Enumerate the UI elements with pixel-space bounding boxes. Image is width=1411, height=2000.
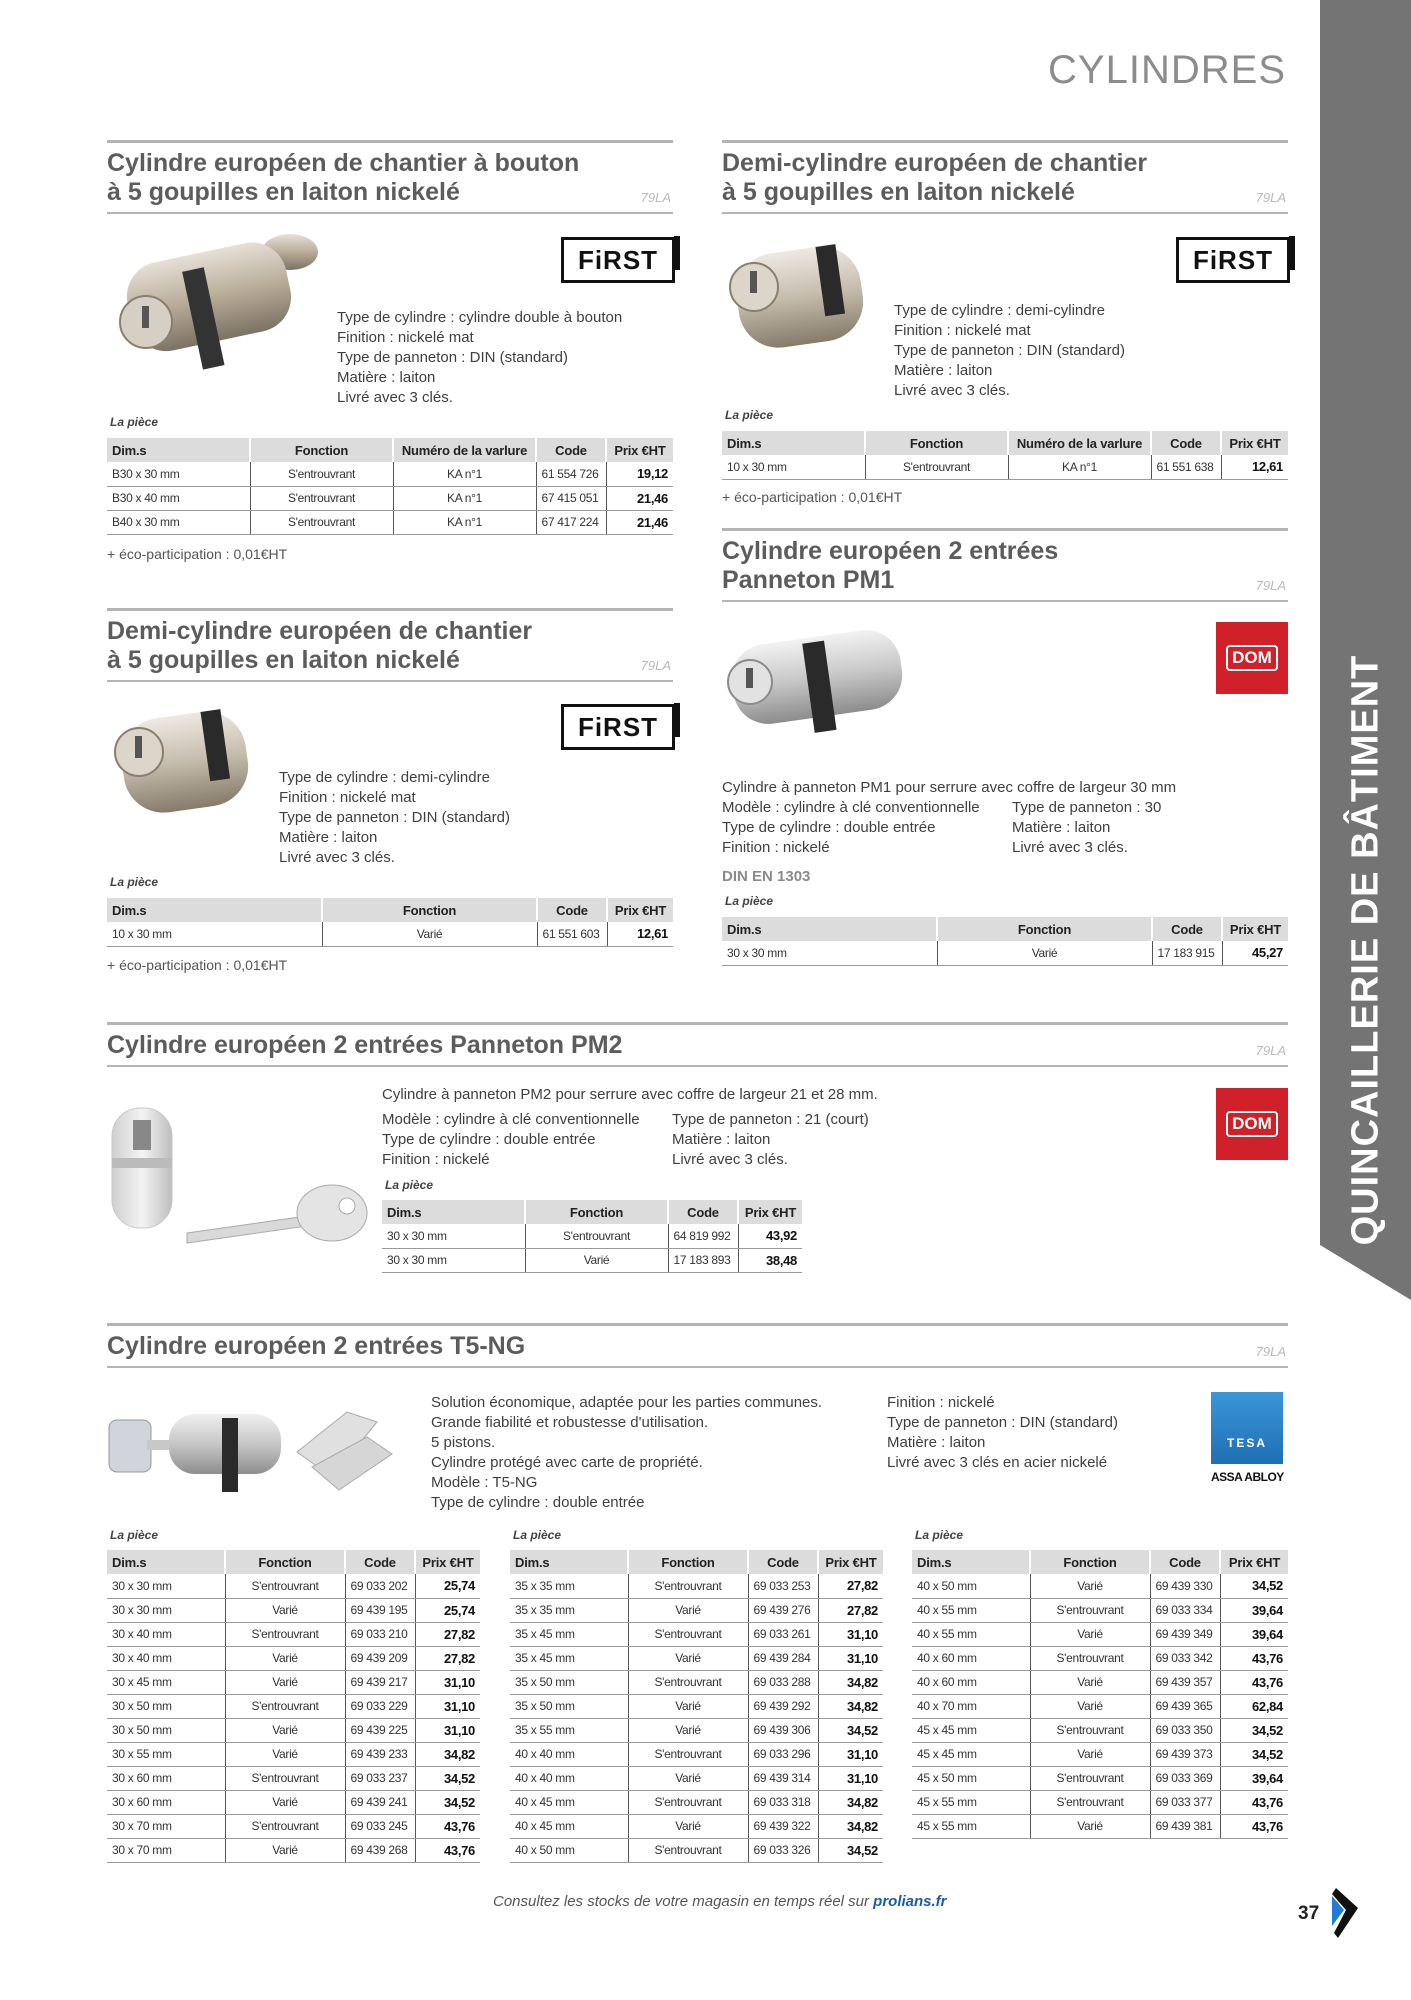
cell-price: 31,10 xyxy=(415,1694,480,1718)
table-row: 30 x 30 mm Varié 17 183 915 45,27 xyxy=(722,941,1288,965)
table-row: B30 x 40 mm S'entrouvrant KA n°1 67 415 051 21,46 xyxy=(107,486,673,510)
cell-dimension: 40 x 50 mm xyxy=(912,1574,1030,1598)
table-row xyxy=(510,1838,883,1862)
unit-label: La pièce xyxy=(385,1178,434,1192)
cell-price: 31,10 xyxy=(415,1670,480,1694)
col-header: Prix €HT xyxy=(606,438,673,462)
cell-price: 31,10 xyxy=(415,1718,480,1742)
chevron-right-icon xyxy=(1330,1888,1360,1943)
cell-code: 69 033 369 xyxy=(1150,1766,1220,1790)
col-header: Dim.s xyxy=(912,1550,1030,1574)
cell-dimension: 30 x 50 mm xyxy=(107,1694,225,1718)
cell-dimension: 35 x 45 mm xyxy=(510,1646,628,1670)
cell-price: 43,76 xyxy=(415,1814,480,1838)
cell-code: 69 033 253 xyxy=(748,1574,818,1598)
product-description: Type de panneton : 30 Matière : laiton Livré avec 3 clés. xyxy=(1012,799,1162,856)
table-row xyxy=(912,1742,1288,1766)
col-header: Dim.s xyxy=(510,1550,628,1574)
table-row xyxy=(107,1790,480,1814)
page-number: 37 xyxy=(1298,1903,1320,1924)
table-row xyxy=(912,1790,1288,1814)
cell-price: 43,76 xyxy=(1220,1814,1288,1838)
cell-function: Varié xyxy=(1030,1670,1150,1694)
cell-price: 34,82 xyxy=(818,1790,883,1814)
cell-code: 69 033 229 xyxy=(345,1694,415,1718)
cell-function: Varié xyxy=(628,1766,748,1790)
col-header: Dim.s xyxy=(722,431,865,455)
section-header xyxy=(722,528,1288,602)
cell-price: 25,74 xyxy=(415,1598,480,1622)
cell-code: 69 033 210 xyxy=(345,1622,415,1646)
table-row xyxy=(107,1694,480,1718)
col-header: Fonction xyxy=(937,917,1152,941)
cell-dimension: 40 x 45 mm xyxy=(510,1814,628,1838)
price-table xyxy=(912,1550,1288,1839)
cell-dimension: 40 x 45 mm xyxy=(510,1790,628,1814)
cell-price: 34,82 xyxy=(818,1694,883,1718)
table-row xyxy=(510,1814,883,1838)
table-row: 10 x 30 mm S'entrouvrant KA n°1 61 551 638 12,61 xyxy=(722,455,1288,479)
cell-function: Varié xyxy=(1030,1574,1150,1598)
product-photo-t5ng-cylinder xyxy=(107,1392,407,1502)
table-row xyxy=(912,1718,1288,1742)
table-row xyxy=(510,1598,883,1622)
table-row xyxy=(107,1718,480,1742)
product-photo-knob-cylinder xyxy=(108,222,323,407)
cell-price: 34,52 xyxy=(1220,1718,1288,1742)
col-header: Code xyxy=(537,898,607,922)
cell-function: Varié xyxy=(628,1646,748,1670)
cell-function: Varié xyxy=(1030,1694,1150,1718)
product-description: Type de cylindre : cylindre double à bouton Finition : nickelé mat Type de panneton : DIN (standard) Matière : laiton Livré avec 3 clés. xyxy=(337,309,623,406)
table-row xyxy=(510,1670,883,1694)
table-row xyxy=(510,1718,883,1742)
cell-function: Varié xyxy=(628,1718,748,1742)
cell-function: S'entrouvrant xyxy=(225,1574,345,1598)
cell-dimension: 30 x 30 mm xyxy=(107,1574,225,1598)
table-row xyxy=(107,1814,480,1838)
side-label: QUINCAILLERIE DE BÂTIMENT xyxy=(1344,654,1387,1246)
table-row xyxy=(107,1622,480,1646)
cell-dimension: 40 x 50 mm xyxy=(510,1838,628,1862)
cell-price: 43,76 xyxy=(1220,1646,1288,1670)
table-row xyxy=(107,1646,480,1670)
cell-function: Varié xyxy=(628,1814,748,1838)
col-header: Prix €HT xyxy=(738,1200,802,1224)
table-row xyxy=(510,1622,883,1646)
cell-code: 69 033 326 xyxy=(748,1838,818,1862)
cell-dimension: 40 x 60 mm xyxy=(912,1670,1030,1694)
price-table xyxy=(510,1550,883,1863)
col-header: Prix €HT xyxy=(607,898,673,922)
unit-label: La pièce xyxy=(915,1528,964,1542)
cell-price: 34,52 xyxy=(415,1790,480,1814)
cell-function: Varié xyxy=(1030,1814,1150,1838)
section-ref: 79LA xyxy=(640,658,671,673)
unit-label: La pièce xyxy=(725,894,774,908)
cell-dimension: 35 x 55 mm xyxy=(510,1718,628,1742)
table-row xyxy=(912,1670,1288,1694)
cell-price: 34,52 xyxy=(1220,1574,1288,1598)
section-pm2 xyxy=(107,1022,1288,1067)
page-title: CYLINDRES xyxy=(1048,48,1286,92)
section-title: Cylindre européen 2 entrées T5-NG xyxy=(107,1332,526,1360)
product-photo-pm1-cylinder xyxy=(722,612,912,757)
cell-dimension: 45 x 55 mm xyxy=(912,1790,1030,1814)
cell-function: Varié xyxy=(628,1598,748,1622)
cell-code: 69 033 245 xyxy=(345,1814,415,1838)
product-description: Type de panneton : 21 (court) Matière : laiton Livré avec 3 clés. xyxy=(672,1111,869,1168)
section-title: Demi-cylindre européen de chantier à 5 goupilles en laiton nickelé xyxy=(722,149,1148,206)
cell-code: 69 439 381 xyxy=(1150,1814,1220,1838)
product-description: Solution économique, adaptée pour les parties communes. Grande fiabilité et robustesse d'utilisation. 5 pistons. Cylindre protégé avec carte de propriété. Modèle : T5-NG Type de cylindre : double entrée xyxy=(431,1394,823,1511)
cell-price: 62,84 xyxy=(1220,1694,1288,1718)
cell-dimension: 30 x 60 mm xyxy=(107,1766,225,1790)
cell-price: 31,10 xyxy=(818,1766,883,1790)
col-header: Prix €HT xyxy=(415,1550,480,1574)
cell-dimension: 30 x 55 mm xyxy=(107,1742,225,1766)
section-header xyxy=(107,140,673,214)
cell-code: 69 439 195 xyxy=(345,1598,415,1622)
col-header: Dim.s xyxy=(382,1200,525,1224)
cell-function: S'entrouvrant xyxy=(628,1670,748,1694)
table-row xyxy=(510,1646,883,1670)
cell-price: 31,10 xyxy=(818,1646,883,1670)
brand-logo-dom: DOM xyxy=(1216,622,1288,694)
cell-dimension: 30 x 70 mm xyxy=(107,1814,225,1838)
cell-price: 34,52 xyxy=(818,1718,883,1742)
col-header: Fonction xyxy=(1030,1550,1150,1574)
col-header: Code xyxy=(748,1550,818,1574)
cell-function: Varié xyxy=(225,1670,345,1694)
cell-dimension: 40 x 70 mm xyxy=(912,1694,1030,1718)
cell-dimension: 35 x 50 mm xyxy=(510,1670,628,1694)
cell-code: 69 033 288 xyxy=(748,1670,818,1694)
section-t5-ng xyxy=(107,1323,1288,1368)
cell-price: 25,74 xyxy=(415,1574,480,1598)
cell-price: 27,82 xyxy=(415,1646,480,1670)
section-pm1 xyxy=(722,528,1288,602)
cell-dimension: 30 x 40 mm xyxy=(107,1646,225,1670)
table-row: B40 x 30 mm S'entrouvrant KA n°1 67 417 224 21,46 xyxy=(107,510,673,534)
section-ref: 79LA xyxy=(1255,1043,1286,1058)
cell-code: 69 033 318 xyxy=(748,1790,818,1814)
col-header: Fonction xyxy=(865,431,1008,455)
table-row xyxy=(912,1646,1288,1670)
eco-participation: + éco-participation : 0,01€HT xyxy=(107,957,288,973)
table-row xyxy=(912,1622,1288,1646)
brand-logo-tesa: TESA ASSA ABLOY xyxy=(1211,1392,1289,1484)
section-ref: 79LA xyxy=(1255,190,1286,205)
cell-function: S'entrouvrant xyxy=(628,1838,748,1862)
cell-code: 69 439 209 xyxy=(345,1646,415,1670)
table-row xyxy=(107,1598,480,1622)
cell-price: 27,82 xyxy=(415,1622,480,1646)
cell-dimension: 35 x 35 mm xyxy=(510,1598,628,1622)
table-row xyxy=(510,1694,883,1718)
col-header: Fonction xyxy=(250,438,393,462)
cell-code: 69 033 334 xyxy=(1150,1598,1220,1622)
col-header: Code xyxy=(1151,431,1221,455)
cell-function: S'entrouvrant xyxy=(1030,1646,1150,1670)
cell-function: Varié xyxy=(1030,1622,1150,1646)
cell-dimension: 45 x 45 mm xyxy=(912,1742,1030,1766)
section-header xyxy=(107,608,673,682)
cell-function: S'entrouvrant xyxy=(628,1574,748,1598)
cell-price: 31,10 xyxy=(818,1622,883,1646)
cell-price: 34,82 xyxy=(818,1814,883,1838)
section-half-cylinder-right xyxy=(722,140,1288,214)
product-description: Modèle : cylindre à clé conventionnelle Type de cylindre : double entrée Finition : nickelé xyxy=(722,799,980,856)
table-row xyxy=(510,1574,883,1598)
cell-function: Varié xyxy=(225,1646,345,1670)
cell-price: 43,76 xyxy=(415,1838,480,1862)
table-row xyxy=(510,1790,883,1814)
brand-logo-first: FiRST xyxy=(561,237,675,283)
cell-code: 69 439 217 xyxy=(345,1670,415,1694)
col-header: Code xyxy=(345,1550,415,1574)
col-header: Numéro de la varlure xyxy=(1008,431,1151,455)
table-row xyxy=(107,1742,480,1766)
cell-price: 27,82 xyxy=(818,1574,883,1598)
cell-dimension: 35 x 50 mm xyxy=(510,1694,628,1718)
cell-price: 43,76 xyxy=(1220,1790,1288,1814)
col-header: Dim.s xyxy=(107,1550,225,1574)
product-intro: Cylindre à panneton PM2 pour serrure avec coffre de largeur 21 et 28 mm. xyxy=(382,1086,878,1103)
cell-price: 39,64 xyxy=(1220,1766,1288,1790)
col-header: Prix €HT xyxy=(1220,1550,1288,1574)
product-photo-pm2-cylinder xyxy=(107,1098,377,1263)
col-header: Code xyxy=(668,1200,738,1224)
cell-price: 43,76 xyxy=(1220,1670,1288,1694)
cell-code: 69 439 276 xyxy=(748,1598,818,1622)
cell-function: Varié xyxy=(225,1790,345,1814)
section-half-cylinder-left xyxy=(107,608,673,682)
cell-function: S'entrouvrant xyxy=(628,1742,748,1766)
cell-function: Varié xyxy=(225,1598,345,1622)
col-header: Fonction xyxy=(525,1200,668,1224)
cell-code: 69 439 365 xyxy=(1150,1694,1220,1718)
cell-dimension: 45 x 45 mm xyxy=(912,1718,1030,1742)
col-header: Numéro de la varlure xyxy=(393,438,536,462)
section-ref: 79LA xyxy=(1255,1344,1286,1359)
cell-function: Varié xyxy=(225,1718,345,1742)
cell-price: 27,82 xyxy=(818,1598,883,1622)
table-row xyxy=(912,1814,1288,1838)
cell-dimension: 40 x 60 mm xyxy=(912,1646,1030,1670)
cell-price: 34,82 xyxy=(415,1742,480,1766)
cell-code: 69 439 241 xyxy=(345,1790,415,1814)
cell-function: S'entrouvrant xyxy=(225,1766,345,1790)
footer-link[interactable]: prolians.fr xyxy=(873,1893,947,1910)
cell-code: 69 033 350 xyxy=(1150,1718,1220,1742)
price-table xyxy=(722,917,1288,966)
cell-function: S'entrouvrant xyxy=(628,1790,748,1814)
product-description: Finition : nickelé Type de panneton : DIN (standard) Matière : laiton Livré avec 3 clés en acier nickelé xyxy=(887,1394,1118,1471)
cell-function: S'entrouvrant xyxy=(1030,1718,1150,1742)
cell-code: 69 439 233 xyxy=(345,1742,415,1766)
section-title: Cylindre européen 2 entrées Panneton PM2 xyxy=(107,1031,623,1059)
section-header xyxy=(722,140,1288,214)
brand-logo-first: FiRST xyxy=(1176,237,1290,283)
product-description: Type de cylindre : demi-cylindre Finition : nickelé mat Type de panneton : DIN (standard) Matière : laiton Livré avec 3 clés. xyxy=(279,769,510,866)
unit-label: La pièce xyxy=(110,875,159,889)
brand-logo-dom: DOM xyxy=(1216,1088,1288,1160)
col-header: Code xyxy=(536,438,606,462)
col-header: Fonction xyxy=(628,1550,748,1574)
cell-price: 34,52 xyxy=(1220,1742,1288,1766)
cell-dimension: 40 x 40 mm xyxy=(510,1742,628,1766)
table-row xyxy=(107,1670,480,1694)
eco-participation: + éco-participation : 0,01€HT xyxy=(107,546,288,562)
cell-code: 69 439 314 xyxy=(748,1766,818,1790)
table-row xyxy=(912,1694,1288,1718)
cell-dimension: 40 x 40 mm xyxy=(510,1766,628,1790)
section-cylinder-knob xyxy=(107,140,673,214)
section-ref: 79LA xyxy=(640,190,671,205)
table-row xyxy=(510,1766,883,1790)
col-header: Fonction xyxy=(322,898,537,922)
cell-dimension: 45 x 50 mm xyxy=(912,1766,1030,1790)
cell-price: 39,64 xyxy=(1220,1598,1288,1622)
table-row xyxy=(912,1598,1288,1622)
cell-function: S'entrouvrant xyxy=(225,1622,345,1646)
product-photo-half-cylinder xyxy=(722,235,872,380)
cell-code: 69 033 342 xyxy=(1150,1646,1220,1670)
product-intro: Cylindre à panneton PM1 pour serrure avec coffre de largeur 30 mm xyxy=(722,779,1177,796)
cell-price: 34,52 xyxy=(415,1766,480,1790)
cell-code: 69 033 296 xyxy=(748,1742,818,1766)
col-header: Prix €HT xyxy=(1221,431,1288,455)
cell-function: Varié xyxy=(1030,1742,1150,1766)
cell-dimension: 45 x 55 mm xyxy=(912,1814,1030,1838)
col-header: Prix €HT xyxy=(1222,917,1288,941)
price-table xyxy=(107,898,673,947)
cell-code: 69 033 202 xyxy=(345,1574,415,1598)
cell-dimension: 30 x 45 mm xyxy=(107,1670,225,1694)
eco-participation: + éco-participation : 0,01€HT xyxy=(722,489,903,505)
product-description: Modèle : cylindre à clé conventionnelle Type de cylindre : double entrée Finition : nickelé xyxy=(382,1111,640,1168)
cell-code: 69 439 225 xyxy=(345,1718,415,1742)
cell-function: S'entrouvrant xyxy=(1030,1790,1150,1814)
cell-price: 34,52 xyxy=(818,1838,883,1862)
cell-code: 69 439 330 xyxy=(1150,1574,1220,1598)
product-photo-half-cylinder xyxy=(107,700,257,845)
cell-dimension: 30 x 60 mm xyxy=(107,1790,225,1814)
col-header: Code xyxy=(1152,917,1222,941)
cell-function: S'entrouvrant xyxy=(225,1814,345,1838)
brand-logo-first: FiRST xyxy=(561,704,675,750)
cell-function: Varié xyxy=(225,1742,345,1766)
cell-function: S'entrouvrant xyxy=(225,1694,345,1718)
section-title: Cylindre européen 2 entrées Panneton PM1 xyxy=(722,537,1059,594)
section-header xyxy=(107,1022,1288,1067)
cell-code: 69 033 377 xyxy=(1150,1790,1220,1814)
price-table xyxy=(107,1550,480,1863)
cell-dimension: 30 x 40 mm xyxy=(107,1622,225,1646)
cell-price: 31,10 xyxy=(818,1742,883,1766)
table-row: B30 x 30 mm S'entrouvrant KA n°1 61 554 726 19,12 xyxy=(107,462,673,486)
price-table xyxy=(382,1200,802,1273)
cell-function: Varié xyxy=(628,1694,748,1718)
table-row: 30 x 30 mm S'entrouvrant 64 819 992 43,92 xyxy=(382,1224,802,1248)
cell-code: 69 033 237 xyxy=(345,1766,415,1790)
price-table xyxy=(107,438,673,535)
cell-dimension: 30 x 50 mm xyxy=(107,1718,225,1742)
col-header: Prix €HT xyxy=(818,1550,883,1574)
section-header xyxy=(107,1323,1288,1368)
cell-dimension: 40 x 55 mm xyxy=(912,1598,1030,1622)
table-row xyxy=(107,1838,480,1862)
cell-dimension: 35 x 45 mm xyxy=(510,1622,628,1646)
col-header: Dim.s xyxy=(107,898,322,922)
cell-price: 34,82 xyxy=(818,1670,883,1694)
cell-code: 69 439 268 xyxy=(345,1838,415,1862)
cell-code: 69 439 306 xyxy=(748,1718,818,1742)
table-row xyxy=(912,1574,1288,1598)
unit-label: La pièce xyxy=(725,408,774,422)
cell-code: 69 439 373 xyxy=(1150,1742,1220,1766)
table-row xyxy=(107,1574,480,1598)
cell-dimension: 35 x 35 mm xyxy=(510,1574,628,1598)
table-row xyxy=(912,1766,1288,1790)
col-header: Dim.s xyxy=(107,438,250,462)
norm-label: DIN EN 1303 xyxy=(722,868,811,885)
cell-code: 69 439 284 xyxy=(748,1646,818,1670)
table-row xyxy=(107,1766,480,1790)
product-description: Type de cylindre : demi-cylindre Finition : nickelé mat Type de panneton : DIN (standard) Matière : laiton Livré avec 3 clés. xyxy=(894,302,1125,399)
unit-label: La pièce xyxy=(110,415,159,429)
section-title: Demi-cylindre européen de chantier à 5 goupilles en laiton nickelé xyxy=(107,617,533,674)
cell-code: 69 033 261 xyxy=(748,1622,818,1646)
section-title: Cylindre européen de chantier à bouton à 5 goupilles en laiton nickelé xyxy=(107,149,580,206)
footer-note: Consultez les stocks de votre magasin en temps réel sur prolians.fr xyxy=(493,1893,947,1910)
cell-code: 69 439 322 xyxy=(748,1814,818,1838)
col-header: Fonction xyxy=(225,1550,345,1574)
cell-dimension: 40 x 55 mm xyxy=(912,1622,1030,1646)
cell-price: 39,64 xyxy=(1220,1622,1288,1646)
cell-function: S'entrouvrant xyxy=(1030,1598,1150,1622)
cell-function: S'entrouvrant xyxy=(628,1622,748,1646)
section-ref: 79LA xyxy=(1255,578,1286,593)
cell-dimension: 30 x 30 mm xyxy=(107,1598,225,1622)
cell-code: 69 439 349 xyxy=(1150,1622,1220,1646)
table-row xyxy=(510,1742,883,1766)
unit-label: La pièce xyxy=(110,1528,159,1542)
table-row: 30 x 30 mm Varié 17 183 893 38,48 xyxy=(382,1248,802,1272)
col-header: Dim.s xyxy=(722,917,937,941)
price-table xyxy=(722,431,1288,480)
unit-label: La pièce xyxy=(513,1528,562,1542)
cell-code: 69 439 292 xyxy=(748,1694,818,1718)
cell-dimension: 30 x 70 mm xyxy=(107,1838,225,1862)
table-row: 10 x 30 mm Varié 61 551 603 12,61 xyxy=(107,922,673,946)
cell-code: 69 439 357 xyxy=(1150,1670,1220,1694)
cell-function: Varié xyxy=(225,1838,345,1862)
col-header: Code xyxy=(1150,1550,1220,1574)
cell-function: S'entrouvrant xyxy=(1030,1766,1150,1790)
